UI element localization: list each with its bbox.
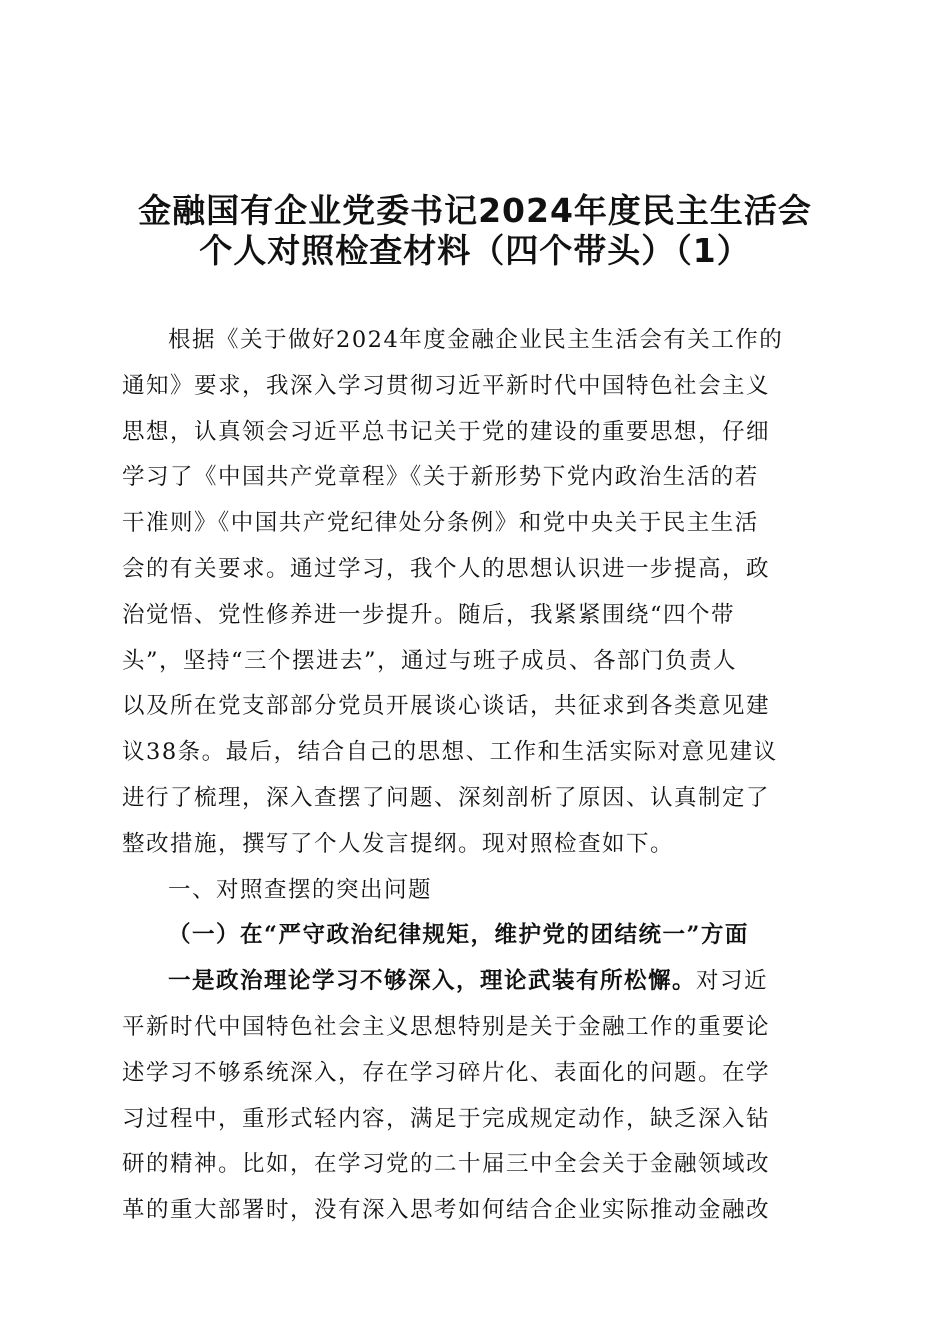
intro-line: 治觉悟、党性修养进一步提升。随后，我紧紧围绕“四个带	[122, 601, 736, 628]
document-title-line-1: 金融国有企业党委书记2024年度民主生活会	[138, 191, 812, 230]
subsection-heading: （一）在“严守政治纪律规矩，维护党的团结统一”方面	[168, 922, 749, 949]
point-first-line	[122, 959, 822, 1005]
intro-line: 通知》要求，我深入学习贯彻习近平新时代中国特色社会主义	[122, 372, 771, 399]
intro-line: 整改措施，撰写了个人发言提纲。现对照检查如下。	[122, 830, 675, 857]
intro-line: 思想，认真领会习近平总书记关于党的建设的重要思想，仔细	[122, 418, 771, 445]
intro-line: 头”，坚持“三个摆进去”，通过与班子成员、各部门负责人	[122, 647, 738, 674]
point-line: 研的精神。比如，在学习党的二十届三中全会关于金融领域改	[122, 1151, 771, 1178]
intro-line: 根据《关于做好2024年度金融企业民主生活会有关工作的	[168, 327, 784, 353]
point-title: 一是政治理论学习不够深入，理论武装有所松懈。	[168, 968, 697, 995]
point-line: 平新时代中国特色社会主义思想特别是关于金融工作的重要论	[122, 1013, 771, 1040]
point-line: 习过程中，重形式轻内容，满足于完成规定动作，缺乏深入钻	[122, 1105, 771, 1132]
section-heading: 一、对照查摆的突出问题	[168, 876, 433, 903]
document-body	[122, 318, 822, 1234]
intro-line: 会的有关要求。通过学习，我个人的思想认识进一步提高，政	[122, 555, 771, 582]
intro-line: 干准则》《中国共产党纪律处分条例》和党中央关于民主生活	[122, 510, 759, 537]
document-title-line-2: 个人对照检查材料（四个带头）（1）	[199, 231, 751, 270]
point-line: 述学习不够系统深入，存在学习碎片化、表面化的问题。在学	[122, 1059, 771, 1086]
intro-line: 议38条。最后，结合自己的思想、工作和生活实际对意见建议	[122, 739, 778, 766]
point-line: 革的重大部署时，没有深入思考如何结合企业实际推动金融改	[122, 1197, 771, 1224]
intro-line: 进行了梳理，深入查摆了问题、深刻剖析了原因、认真制定了	[122, 784, 771, 811]
intro-line: 学习了《中国共产党章程》《关于新形势下党内政治生活的若	[122, 464, 759, 491]
intro-line: 以及所在党支部部分党员开展谈心谈话，共征求到各类意见建	[122, 693, 771, 720]
point-text-start: 对习近	[696, 968, 769, 995]
